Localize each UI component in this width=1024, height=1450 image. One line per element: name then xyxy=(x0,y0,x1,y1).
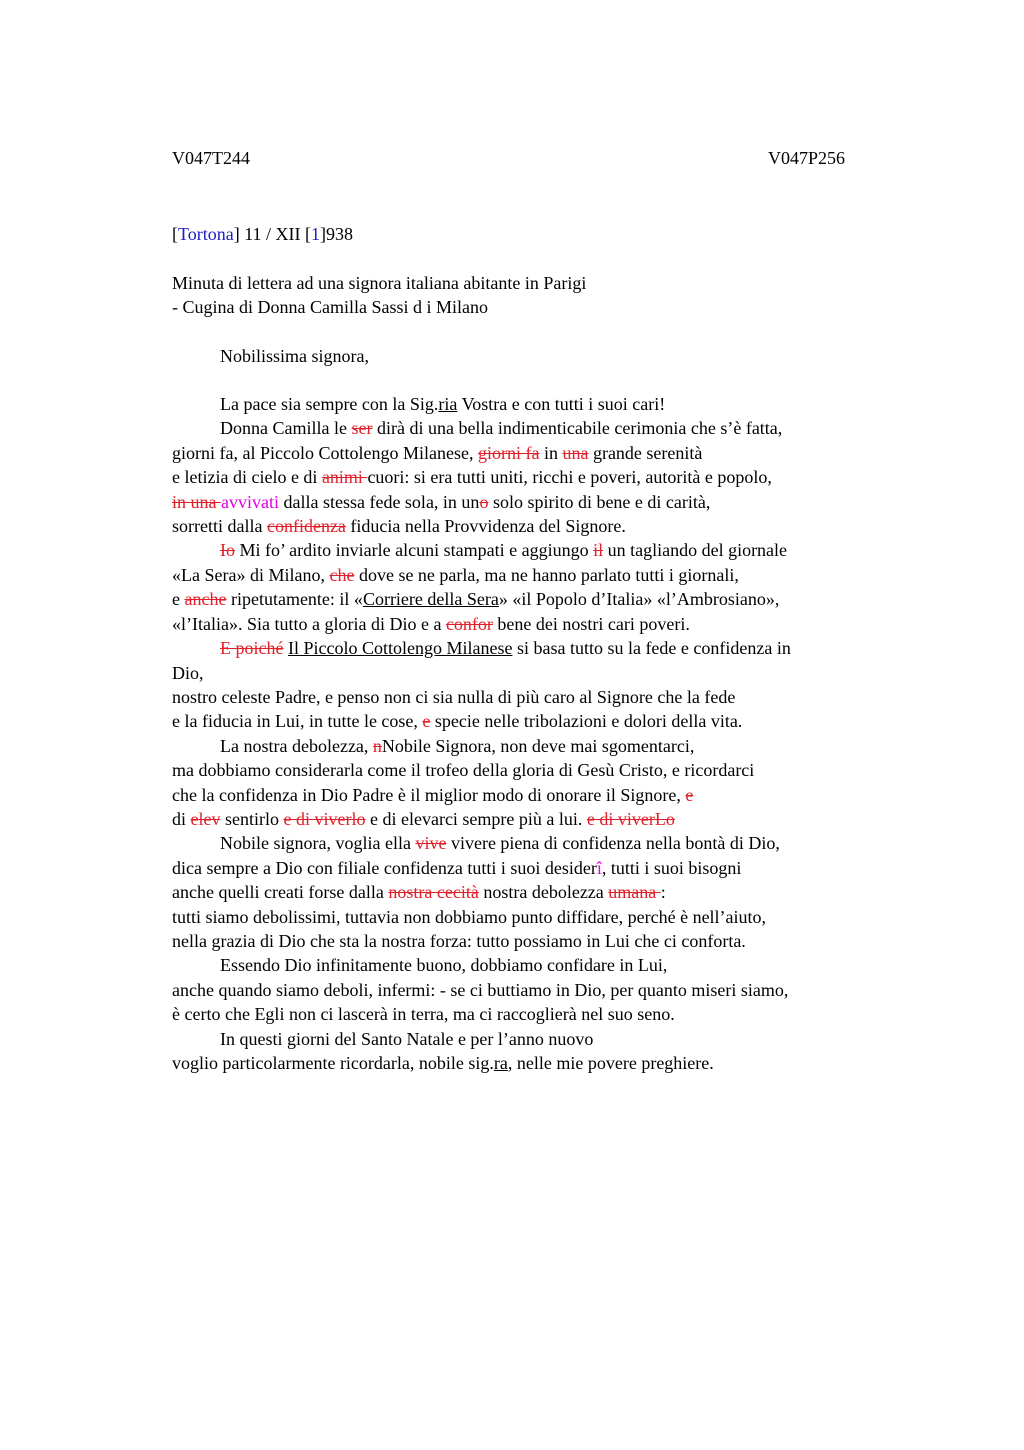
body-line xyxy=(172,709,872,733)
body-line xyxy=(172,807,872,831)
body-line xyxy=(172,538,872,562)
body-line xyxy=(172,758,872,782)
body-text: Dio, xyxy=(172,662,204,683)
deleted-text: nostra cecità xyxy=(388,882,479,903)
body-text: «La Sera» di Milano, xyxy=(172,564,330,585)
document-header xyxy=(172,146,845,170)
underlined-text: Il Piccolo Cottolengo Milanese xyxy=(287,638,513,659)
body-text: voglio particolarmente ricordarla, nobile sig. xyxy=(172,1053,494,1073)
place-name: Tortona xyxy=(178,224,234,245)
body-text: Nobile Signora, non deve mai sgomentarci, xyxy=(381,735,695,756)
deleted-text: animi xyxy=(321,467,368,488)
body-line xyxy=(172,734,872,758)
body-text: sentirlo xyxy=(220,808,284,829)
body-text: dica sempre a Dio con filiale confidenza tutti i suoi desider xyxy=(172,857,597,878)
body-line xyxy=(172,490,872,514)
body-line xyxy=(172,880,872,904)
letter-page xyxy=(172,146,872,1075)
body-line xyxy=(172,563,872,587)
body-text: , nelle mie povere preghiere. xyxy=(507,1053,714,1073)
body-text: sorretti dalla xyxy=(172,516,267,537)
body-text: » «il Popolo d’Italia» «l’Ambrosiano», xyxy=(498,589,780,610)
body-text: e xyxy=(172,589,185,610)
left-code: V047T244 xyxy=(172,148,250,168)
body-text: Donna Camilla le xyxy=(220,418,352,439)
body-text: e di elevarci sempre più a lui. xyxy=(365,808,587,829)
body-text: tutti siamo debolissimi, tuttavia non dobbiamo punto diffidare, perché è nell’aiuto, xyxy=(172,906,767,927)
body-line xyxy=(172,685,872,709)
body-text: in xyxy=(539,442,563,463)
body-text: fiducia nella Provvidenza del Signore. xyxy=(345,516,626,537)
body-line xyxy=(172,612,872,636)
body-text: La pace sia sempre con la Sig. xyxy=(220,394,439,415)
deleted-text: ser xyxy=(351,418,373,439)
body-text: anche quando siamo deboli, infermi: - se ci buttiamo in Dio, per quanto miseri siamo, xyxy=(172,979,789,1000)
body-line xyxy=(172,416,872,440)
deleted-text: e di viverlo xyxy=(283,808,366,829)
year-end: ]938 xyxy=(320,224,354,245)
deleted-text: o xyxy=(479,491,489,512)
inserted-text: avvivati xyxy=(221,491,279,512)
body-text: grande serenità xyxy=(588,442,703,463)
body-text: si basa tutto su la fede e confidenza in xyxy=(512,638,791,659)
body-text: nostra debolezza xyxy=(478,882,609,903)
body-text: e la fiducia in Lui, in tutte le cose, xyxy=(172,711,423,732)
deleted-text: elev xyxy=(190,808,221,829)
body-line xyxy=(172,1051,872,1075)
deleted-text: che xyxy=(329,564,355,585)
year-digit: 1 xyxy=(311,224,321,245)
body-text: dirà di una bella indimenticabile cerimonia che s’è fatta, xyxy=(372,418,783,439)
body-line xyxy=(172,465,872,489)
body-text: specie nelle tribolazioni e dolori della vita. xyxy=(430,711,743,732)
deleted-text: e xyxy=(685,784,694,805)
body-text: che la confidenza in Dio Padre è il miglior modo di onorare il Signore, xyxy=(172,784,686,805)
body-text: anche quelli creati forse dalla xyxy=(172,882,389,903)
body-text: un tagliando del giornale xyxy=(603,540,788,561)
body-line xyxy=(172,929,872,953)
body-line xyxy=(172,392,872,416)
body-text: Vostra e con tutti i suoi cari! xyxy=(457,394,666,415)
body-text: dove se ne parla, ma ne hanno parlato tutti i giornali, xyxy=(354,564,739,585)
body-line xyxy=(172,831,872,855)
salutation: Nobilissima signora, xyxy=(220,345,369,366)
body-text: cuori: si era tutti uniti, ricchi e poveri, autorità e popolo, xyxy=(367,467,772,488)
deleted-text: confor xyxy=(445,613,493,634)
body-text: ma dobbiamo considerarla come il trofeo della gloria di Gesù Cristo, e ricordarci xyxy=(172,760,755,781)
bracket-open: [ xyxy=(172,224,178,245)
body-line xyxy=(172,978,872,1002)
body-text: : xyxy=(660,882,666,903)
body-text: dalla stessa fede sola, in un xyxy=(278,491,480,512)
body-line xyxy=(172,587,872,611)
body-line xyxy=(172,1027,872,1051)
body-text: nella grazia di Dio che sta la nostra forza: tutto possiamo in Lui che ci conforta. xyxy=(172,930,746,951)
inserted-text: î xyxy=(596,857,602,878)
deleted-text: umana xyxy=(608,882,661,903)
body-text: In questi giorni del Santo Natale e per l’anno nuovo xyxy=(220,1028,594,1049)
deleted-text: il xyxy=(593,540,604,561)
deleted-text: E poiché xyxy=(220,638,284,659)
body-line xyxy=(172,1002,872,1026)
body-text: Nobile signora, voglia ella xyxy=(220,833,416,854)
deleted-text: confidenza xyxy=(266,516,346,537)
subtitle-line-2: - Cugina di Donna Camilla Sassi d i Milano xyxy=(172,297,488,318)
body-line xyxy=(172,905,872,929)
body-line xyxy=(172,636,872,660)
body-text: e letizia di cielo e di xyxy=(172,467,322,488)
deleted-text: e xyxy=(422,711,431,732)
body-line xyxy=(172,441,872,465)
body-text: ripetutamente: il « xyxy=(226,589,363,610)
underlined-text: ra xyxy=(493,1053,508,1073)
deleted-text: Io xyxy=(220,540,235,561)
deleted-text: in una xyxy=(172,491,221,512)
body-text: solo spirito di bene e di carità, xyxy=(488,491,711,512)
body-line xyxy=(172,856,872,880)
body-text: è certo che Egli non ci lascerà in terra, ma ci raccoglierà nel suo seno. xyxy=(172,1004,675,1025)
body-line xyxy=(172,514,872,538)
underlined-text: Corriere della Sera xyxy=(362,589,499,610)
deleted-text: giorni fa xyxy=(477,442,540,463)
body-text: Mi fo’ ardito inviarle alcuni stampati e aggiungo xyxy=(235,540,594,561)
body-text: bene dei nostri cari poveri. xyxy=(492,613,690,634)
body-text: , tutti i suoi bisogni xyxy=(601,857,742,878)
deleted-text: anche xyxy=(184,589,227,610)
body-text: Essendo Dio infinitamente buono, dobbiamo confidare in Lui, xyxy=(220,955,668,976)
body-line xyxy=(172,953,872,977)
body-text: giorni fa, al Piccolo Cottolengo Milanese, xyxy=(172,442,478,463)
body-text: nostro celeste Padre, e penso non ci sia nulla di più caro al Signore che la fede xyxy=(172,686,736,707)
right-code: V047P256 xyxy=(767,148,845,168)
body-text: vivere piena di confidenza nella bontà di Dio, xyxy=(446,833,780,854)
subtitle-line-1: Minuta di lettera ad una signora italiana abitante in Parigi xyxy=(172,272,587,293)
date-mid: ] 11 / XII [ xyxy=(233,224,312,245)
deleted-text: vive xyxy=(415,833,447,854)
body-text: di xyxy=(172,808,191,829)
body-line xyxy=(172,661,872,685)
body-line xyxy=(172,783,872,807)
dateline xyxy=(172,222,872,246)
letter-body xyxy=(172,392,872,1075)
deleted-text: una xyxy=(562,442,589,463)
body-text: La nostra debolezza, xyxy=(220,735,373,756)
body-text: «l’Italia». Sia tutto a gloria di Dio e a xyxy=(172,613,446,634)
deleted-text: e di viverLo xyxy=(586,808,675,829)
deleted-text: n xyxy=(372,735,382,756)
underlined-text: ria xyxy=(438,394,458,415)
